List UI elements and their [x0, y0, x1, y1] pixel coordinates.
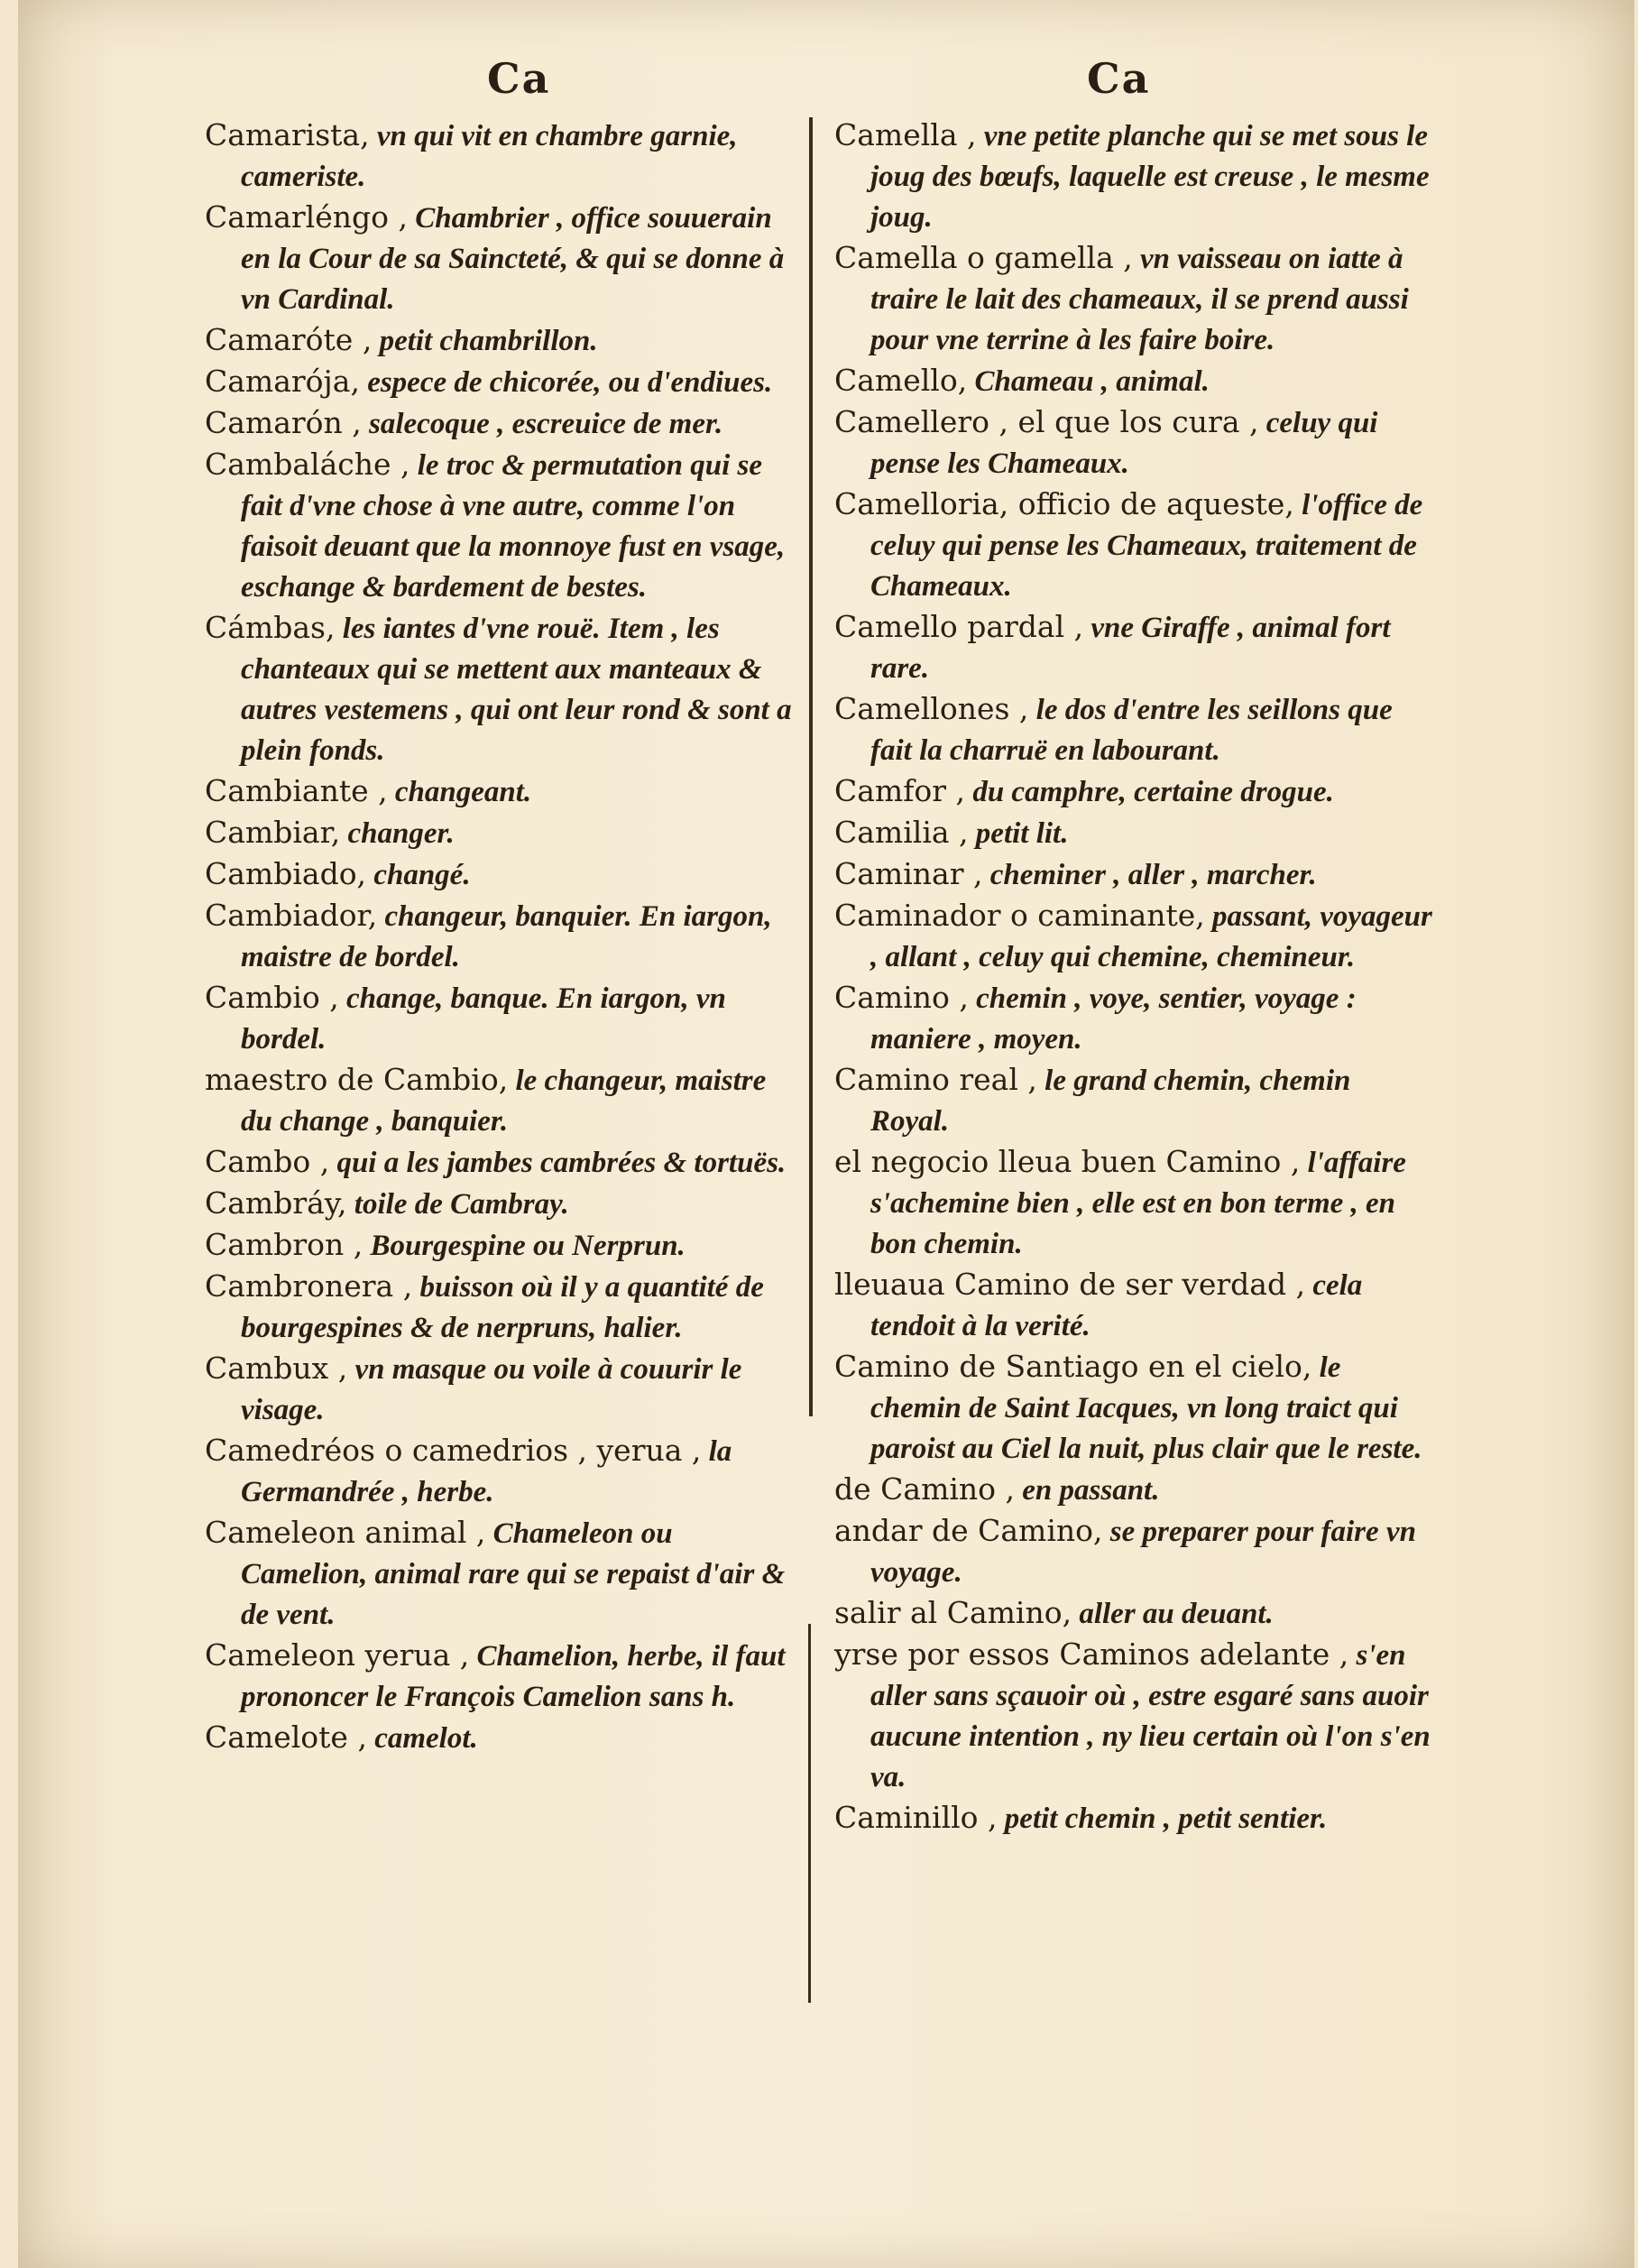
left-column	[205, 115, 796, 1759]
dictionary-entry	[834, 854, 1434, 895]
entry-definition: changeant.	[387, 776, 532, 808]
dictionary-entry	[205, 115, 796, 197]
entry-definition: salecoque , escreuice de mer.	[361, 408, 723, 440]
dictionary-entry	[834, 1265, 1434, 1346]
entry-headword: Camelote ,	[205, 1719, 367, 1755]
entry-headword: Camilia ,	[834, 815, 969, 850]
entry-definition: le changeur, maistre du change , banquier.	[241, 1065, 767, 1138]
entry-definition: cheminer , aller , marcher.	[982, 859, 1317, 891]
right-column	[834, 115, 1434, 1839]
dictionary-entry	[205, 771, 796, 812]
entry-headword: Camelloria, officio de aqueste,	[834, 486, 1294, 521]
dictionary-entry	[205, 403, 796, 444]
dictionary-entry	[834, 1593, 1434, 1634]
dictionary-entry	[205, 445, 796, 607]
dictionary-entry	[834, 978, 1434, 1059]
entry-headword: Cambio ,	[205, 980, 339, 1015]
entry-headword: lleuaua Camino de ser verdad ,	[834, 1267, 1306, 1302]
dictionary-entry	[834, 813, 1434, 853]
entry-definition: le troc & permutation qui se fait d'vne chose à vne autre, comme l'on faisoit deuant que la monnoye fust en vsage, eschange & bardement de bestes.	[241, 449, 786, 604]
entry-headword: de Camino ,	[834, 1471, 1016, 1507]
dictionary-entry	[834, 1060, 1434, 1141]
entry-headword: Camarléngo ,	[205, 199, 408, 235]
dictionary-entry	[834, 1142, 1434, 1264]
entry-headword: Cambiado,	[205, 856, 367, 891]
entry-headword: Cambronera ,	[205, 1268, 413, 1304]
dictionary-entry	[205, 1513, 796, 1635]
entry-headword: Cambráy,	[205, 1185, 347, 1221]
entry-definition: s'en aller sans sçauoir où , estre esgaré sans auoir aucune intention , ny lieu certain où l'on s'en va.	[870, 1639, 1431, 1793]
entry-definition: les iantes d'vne rouë. Item , les chanteaux qui se mettent aux manteaux & autres vestemens , qui ont leur rond & sont a plein fonds.	[241, 613, 792, 767]
entry-headword: Camella ,	[834, 117, 977, 152]
entry-headword: Cambiar,	[205, 815, 341, 850]
entry-headword: Cambiante ,	[205, 773, 388, 808]
entry-headword: Cameleon animal ,	[205, 1515, 486, 1550]
entry-headword: Cambux ,	[205, 1351, 348, 1386]
entry-definition: cela tendoit à la verité.	[870, 1269, 1363, 1342]
entry-definition: qui a les jambes cambrées & tortuës.	[329, 1147, 787, 1179]
dictionary-entry	[834, 771, 1434, 812]
dictionary-entry	[205, 1060, 796, 1141]
dictionary-entry	[205, 1267, 796, 1348]
book-page	[18, 0, 1634, 2268]
dictionary-entry	[834, 484, 1434, 606]
entry-headword: Camarista,	[205, 117, 370, 152]
entry-definition: en passant.	[1015, 1474, 1160, 1507]
entry-headword: Camino ,	[834, 980, 969, 1015]
entry-definition: la Germandrée , herbe.	[241, 1435, 732, 1508]
entry-definition: celuy qui pense les Chameaux.	[870, 407, 1378, 480]
dictionary-entry	[205, 854, 796, 895]
dictionary-entry	[205, 978, 796, 1059]
entry-headword: Cameleon yerua ,	[205, 1637, 470, 1673]
entry-definition: change, banque. En iargon, vn bordel.	[241, 982, 726, 1056]
entry-headword: salir al Camino,	[834, 1595, 1072, 1630]
entry-headword: Camino de Santiago en el cielo,	[834, 1349, 1312, 1384]
dictionary-entry	[205, 1184, 796, 1224]
left-running-head: Ca	[487, 54, 551, 103]
right-running-head: Ca	[1087, 54, 1151, 103]
entry-headword: Camino real ,	[834, 1062, 1037, 1097]
entry-headword: Camello,	[834, 363, 968, 398]
entry-definition: Chameau , animal.	[967, 365, 1210, 398]
entry-headword: Cambo ,	[205, 1144, 330, 1179]
entry-definition: toile de Cambray.	[346, 1188, 569, 1221]
dictionary-entry	[205, 1349, 796, 1430]
entry-definition: petit chambrillon.	[372, 325, 598, 357]
entry-headword: maestro de Cambio,	[205, 1062, 509, 1097]
entry-definition: Chameleon ou Camelion, animal rare qui se repaist d'air & de vent.	[241, 1517, 786, 1631]
entry-definition: se preparer pour faire vn voyage.	[870, 1516, 1416, 1589]
dictionary-entry	[834, 238, 1434, 360]
entry-definition: aller au deuant.	[1072, 1598, 1274, 1630]
dictionary-entry	[205, 1431, 796, 1512]
entry-definition: changé.	[366, 859, 471, 891]
entry-definition: vne Giraffe , animal fort rare.	[870, 612, 1391, 685]
entry-definition: Chambrier , office souuerain en la Cour de sa Saincteté, & qui se donne à vn Cardinal.	[241, 202, 785, 316]
entry-definition: buisson où il y a quantité de bourgespines & de nerpruns, halier.	[241, 1271, 764, 1344]
dictionary-entry	[205, 896, 796, 977]
entry-headword: Camedréos o camedrios , yerua ,	[205, 1433, 702, 1468]
entry-definition: l'affaire s'achemine bien , elle est en bon terme , en bon chemin.	[870, 1147, 1406, 1260]
entry-headword: Cámbas,	[205, 610, 336, 645]
dictionary-entry	[834, 1470, 1434, 1510]
entry-definition: passant, voyageur , allant , celuy qui chemine, chemineur.	[870, 900, 1432, 973]
dictionary-entry	[205, 362, 796, 402]
entry-headword: Camello pardal ,	[834, 609, 1084, 644]
dictionary-entry	[205, 1636, 796, 1717]
entry-headword: Camella o gamella ,	[834, 240, 1133, 275]
entry-headword: Camarón ,	[205, 405, 362, 440]
entry-definition: changeur, banquier. En iargon, maistre de bordel.	[241, 900, 772, 973]
entry-definition: le dos d'entre les seillons que fait la charruë en labourant.	[870, 694, 1393, 767]
dictionary-entry	[205, 1718, 796, 1758]
dictionary-entry	[834, 115, 1434, 237]
dictionary-entry	[834, 1635, 1434, 1797]
dictionary-entry	[834, 1798, 1434, 1839]
entry-headword: Camarója,	[205, 364, 360, 399]
entry-definition: petit lit.	[968, 817, 1069, 850]
dictionary-entry	[205, 1142, 796, 1183]
entry-definition: Chamelion, herbe, il faut prononcer le François Camelion sans h.	[241, 1640, 786, 1713]
entry-headword: Cambron ,	[205, 1227, 363, 1262]
dictionary-entry	[834, 1347, 1434, 1469]
column-rule-lower	[808, 1624, 811, 2003]
entry-headword: Camellero , el que los cura ,	[834, 404, 1259, 439]
dictionary-entry	[205, 320, 796, 361]
entry-headword: Caminar ,	[834, 856, 983, 891]
dictionary-entry	[834, 689, 1434, 770]
entry-definition: vn qui vit en chambre garnie, cameriste.	[241, 120, 738, 193]
entry-definition: le grand chemin, chemin Royal.	[870, 1065, 1351, 1138]
entry-definition: changer.	[340, 817, 455, 850]
dictionary-entry	[205, 198, 796, 319]
entry-headword: Camaróte ,	[205, 322, 373, 357]
entry-definition: l'office de celuy qui pense les Chameaux, traitement de Chameaux.	[870, 489, 1423, 603]
entry-headword: Caminillo ,	[834, 1800, 998, 1835]
entry-headword: yrse por essos Caminos adelante ,	[834, 1636, 1349, 1672]
entry-definition: Bourgespine ou Nerprun.	[363, 1230, 686, 1262]
entry-headword: andar de Camino,	[834, 1513, 1103, 1548]
entry-definition: camelot.	[366, 1722, 478, 1755]
entry-definition: petit chemin , petit sentier.	[997, 1802, 1328, 1835]
dictionary-entry	[205, 1225, 796, 1266]
entry-headword: Camellones ,	[834, 691, 1029, 726]
entry-definition: du camphre, certaine drogue.	[965, 776, 1334, 808]
dictionary-entry	[205, 813, 796, 853]
entry-definition: chemin , voye, sentier, voyage : maniere , moyen.	[870, 982, 1357, 1056]
entry-headword: Cambaláche ,	[205, 447, 410, 482]
entry-definition: vne petite planche qui se met sous le joug des bœufs, laquelle est creuse , le mesme joug.	[870, 120, 1430, 234]
dictionary-entry	[205, 608, 796, 770]
dictionary-entry	[834, 896, 1434, 977]
entry-definition: vn vaisseau on iatte à traire le lait des chameaux, il se prend aussi pour vne terrine à les faire boire.	[870, 243, 1409, 356]
entry-headword: el negocio lleua buen Camino ,	[834, 1144, 1301, 1179]
entry-headword: Cambiador,	[205, 898, 378, 933]
entry-headword: Camfor ,	[834, 773, 966, 808]
dictionary-entry	[834, 1511, 1434, 1592]
dictionary-entry	[834, 607, 1434, 688]
entry-definition: le chemin de Saint Iacques, vn long traict qui paroist au Ciel la nuit, plus clair que le reste.	[870, 1351, 1422, 1465]
entry-definition: vn masque ou voile à couurir le visage.	[241, 1353, 742, 1426]
entry-definition: espece de chicorée, ou d'endiues.	[359, 366, 773, 399]
entry-headword: Caminador o caminante,	[834, 898, 1205, 933]
dictionary-entry	[834, 361, 1434, 401]
column-rule	[809, 117, 813, 1416]
dictionary-entry	[834, 402, 1434, 484]
